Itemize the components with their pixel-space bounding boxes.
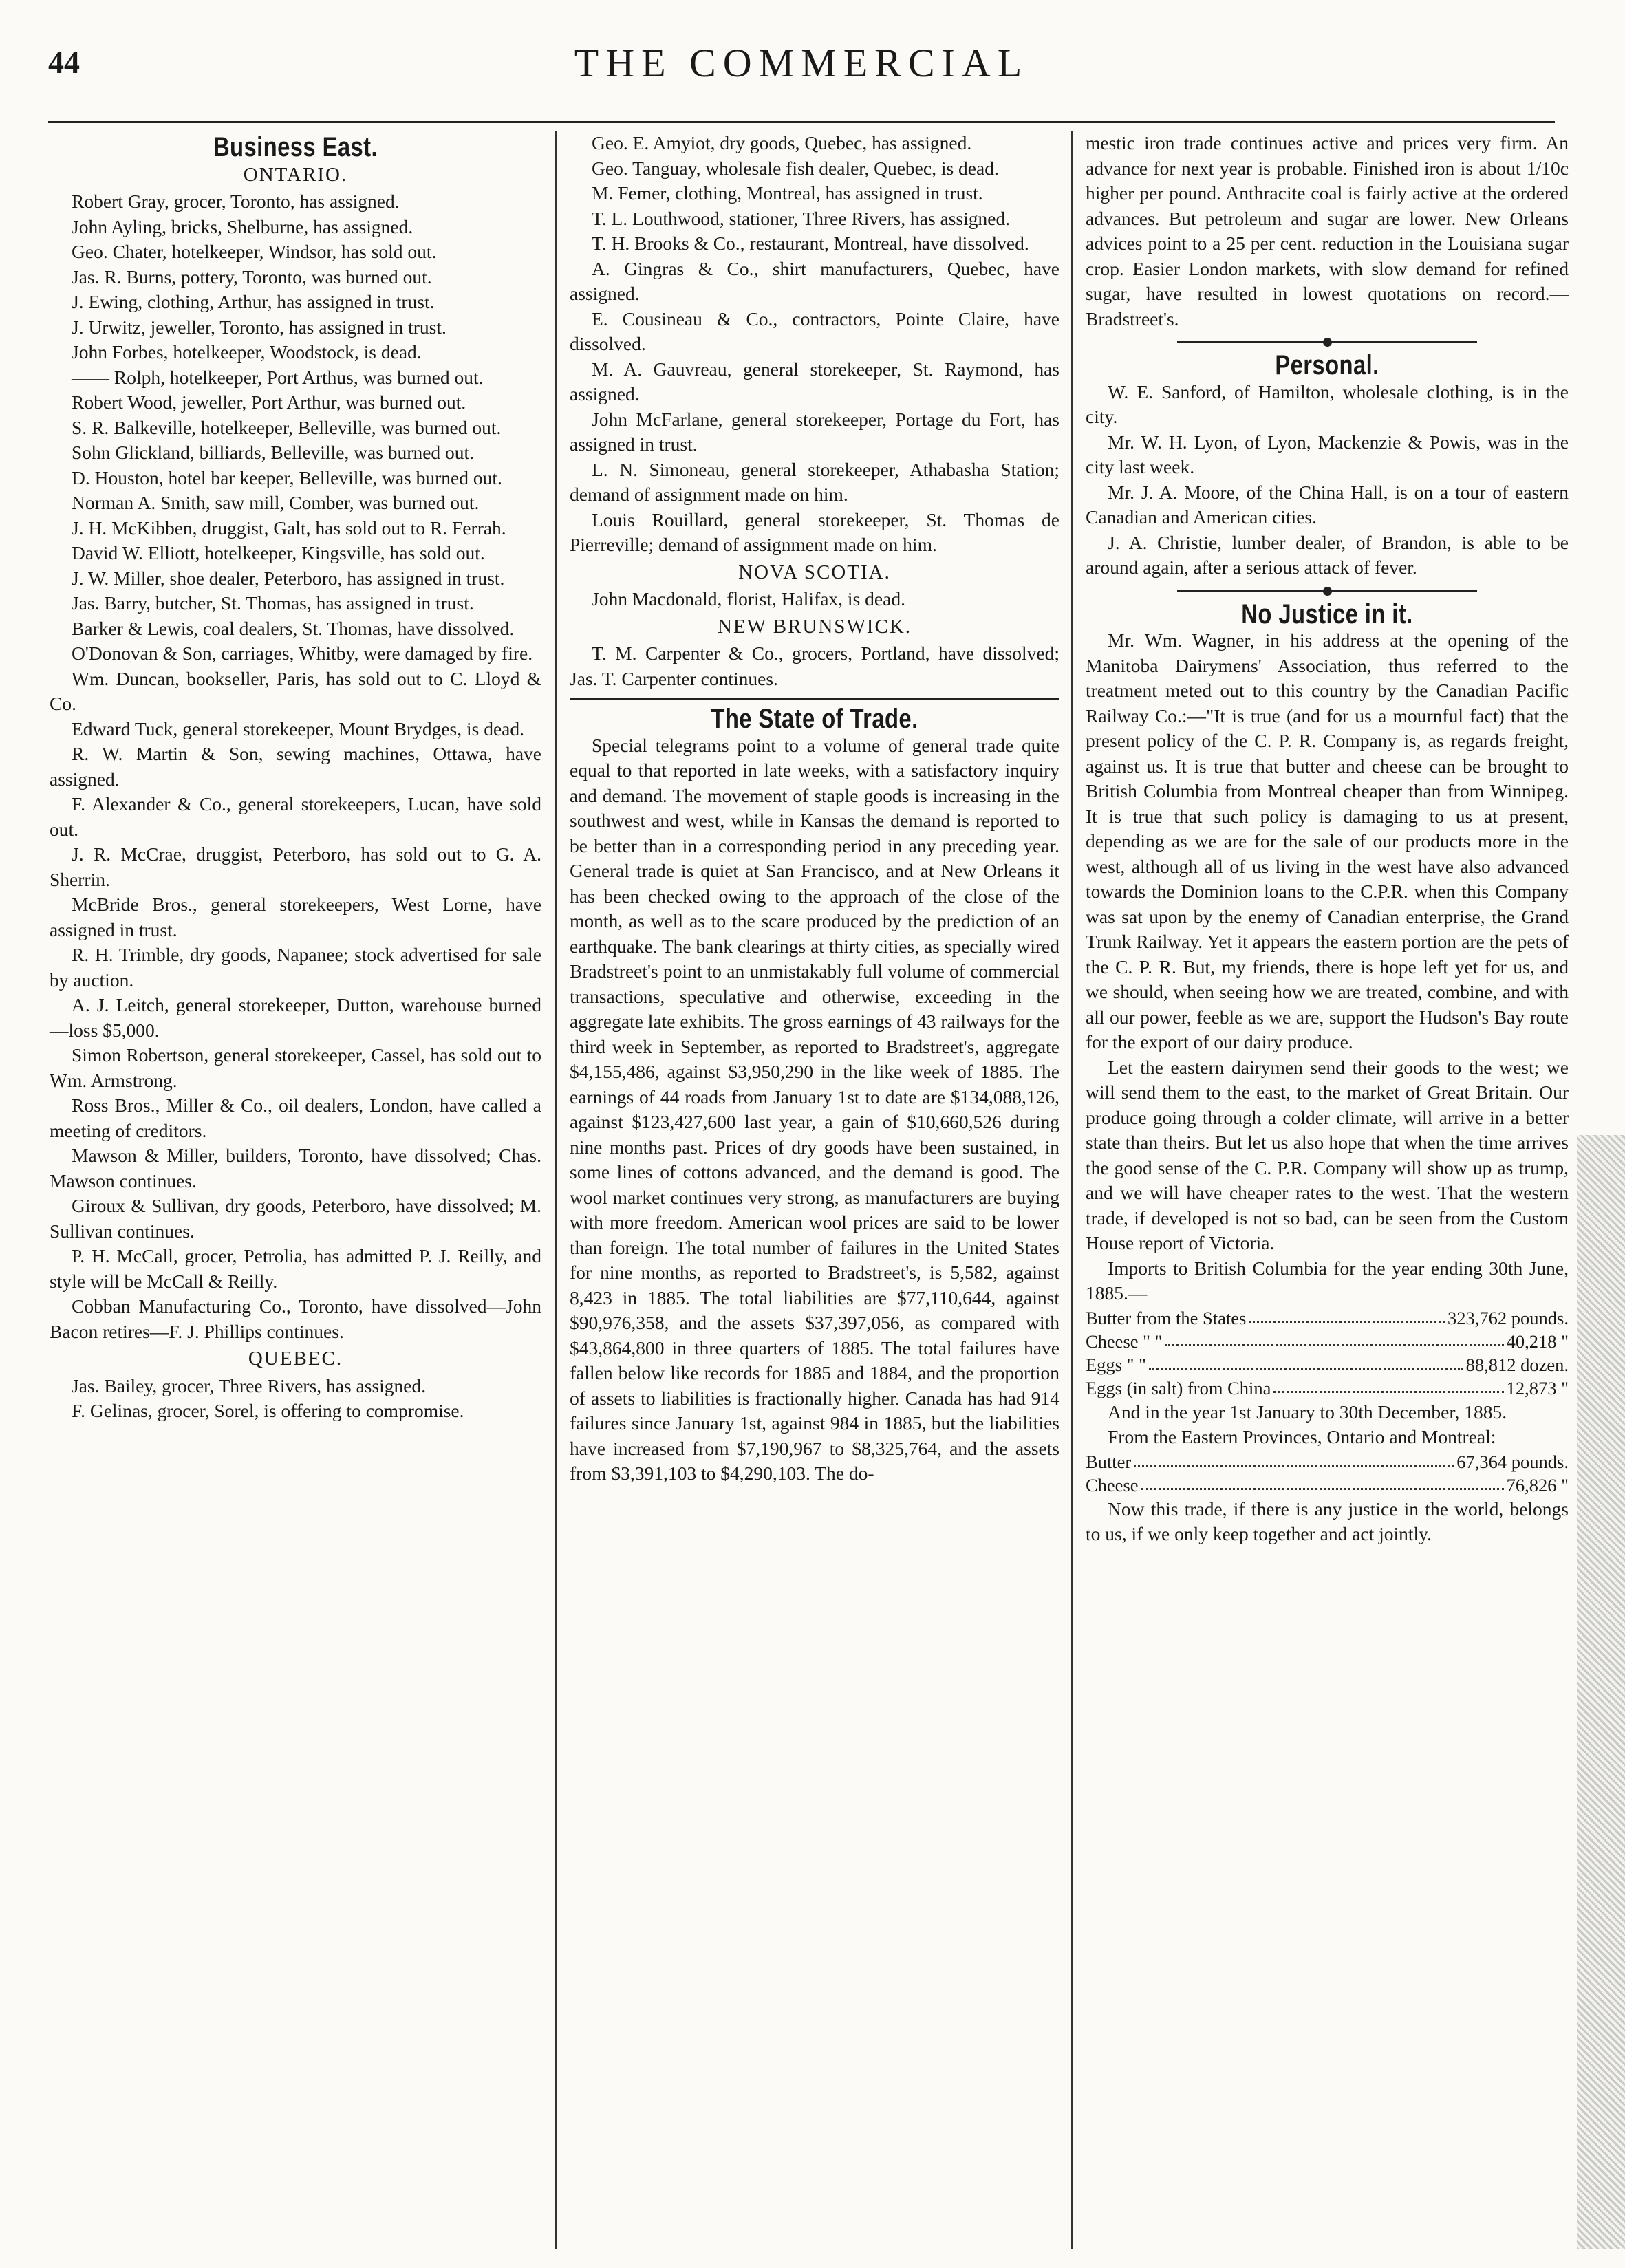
article-paragraph: Mr. Wm. Wagner, in his address at the opening of the Manitoba Dairymens' Association, thus referred to the treatment meted out to this country by the Canadian Pacific Railway Co.:—"It is true (and for us a mournful fact) that the present policy of the C. P. R. Company is, as regards freight, against us. It is true that butter and cheese can be brought to British Columbia from Montreal cheaper than from Winnipeg. It is true that such policy is damaging to us at present, depending as we are for the sale of our products more in the west, although all of us living in the west have also advanced towards the Dominion loans to the C.P.R. when this Company was sat upon by the enemy of Canadian enterprise, the Grand Trunk Railway. Yet it appears the eastern portion are the pets of the C. P. R. But, my friends, there is hope left yet for us, and we should, when seeing how we are treated, combine, and with all our power, feeble as we are, support the Hudson's Bay route for the export of our dairy produce. <box>1086 629 1569 1052</box>
list-item: J. A. Christie, lumber dealer, of Brandon, is able to be around again, after a serious attack of fever. <box>1086 531 1569 578</box>
article-paragraph: And in the year 1st January to 30th December, 1885. <box>1108 1401 1507 1423</box>
list-item: S. R. Balkeville, hotelkeeper, Belleville, was burned out. <box>72 416 502 438</box>
list-item: Robert Wood, jeweller, Port Arthur, was burned out. <box>72 391 466 413</box>
ontario-subheading: ONTARIO. <box>243 163 348 186</box>
list-item: Geo. E. Amyiot, dry goods, Quebec, has assigned. <box>592 132 972 153</box>
column-1 <box>50 131 541 2254</box>
list-item: Ross Bros., Miller & Co., oil dealers, London, have called a meeting of creditors. <box>50 1094 541 1141</box>
list-item: W. E. Sanford, of Hamilton, wholesale clothing, is in the city. <box>1086 380 1569 427</box>
list-item: T. L. Louthwood, stationer, Three Rivers, has assigned. <box>592 207 1011 229</box>
masthead-rule <box>48 121 1555 123</box>
trade-article-text: Special telegrams point to a volume of general trade quite equal to that reported in late weeks, with a satisfactory inquiry and demand. The movement of staple goods is increasing in the southwest and west, while in Kansas the demand is reported to be better than in a corresponding period in any preceding year. General trade is quiet at San Francisco, and at New Orleans it has been checked owing to the approach of the close of the month, as well as to the scare produced by the prediction of an earthquake. The bank clearings at thirty cities, as specially wired Bradstreet's point to an unmistakably full volume of commercial transactions, speculative and otherwise, exceeding in the aggregate late exhibits. The gross earnings of 43 railways for the third week in September, as reported to Bradstreet's, aggregate $4,155,486, against $3,950,290 in the like week of 1885. The earnings of 44 roads from January 1st to date are $134,088,126, against $123,427,600 last year, a gain of $10,660,526 during nine months past. Prices of dry goods have been sustained, in some lines of cottons advanced, and the demand is good. The wool market continues very strong, as manufacturers are buying with more freedom. American wool prices are said to be lower than foreign. The total number of failures in the United States for nine months, as reported to Bradstreet's, is 5,582, against 8,423 in 1885. The total liabilities are $77,110,644, against $90,976,358, and the assets $37,397,056, as compared with $43,864,800 in three quarters of 1885. The total failures have fallen below like records for 1885 and 1884, and the proportion of assets to liabilities is fractionally higher. Canada has had 914 failures since January 1st, against 984 in 1885, but the liabilities have increased from $7,190,967 to $8,325,764, and the assets from $3,391,103 to $4,290,103. The do- <box>570 734 1059 1484</box>
list-item: R. H. Trimble, dry goods, Napanee; stock advertised for sale by auction. <box>50 944 541 991</box>
imports-east-table <box>1086 1450 1569 1497</box>
state-of-trade-heading: The State of Trade. <box>711 704 918 734</box>
list-item: McBride Bros., general storekeepers, West Lorne, have assigned in trust. <box>50 894 541 940</box>
list-item: A. J. Leitch, general storekeeper, Dutton, warehouse burned—loss $5,000. <box>50 994 541 1041</box>
list-item: Mawson & Miller, builders, Toronto, have dissolved; Chas. Mawson continues. <box>50 1145 541 1191</box>
imports-intro: Imports to British Columbia for the year ending 30th June, 1885.— <box>1086 1257 1569 1304</box>
no-justice-heading: No Justice in it. <box>1241 598 1413 629</box>
list-item: T. M. Carpenter & Co., grocers, Portland, have dissolved; Jas. T. Carpenter continues. <box>570 642 1059 689</box>
list-item: O'Donovan & Son, carriages, Whitby, were damaged by fire. <box>72 642 533 664</box>
article-paragraph: Let the eastern dairymen send their goods to the west; we will send them to the east, to the market of Great Britain. Our produce going through a colder climate, will arrive in a better state than theirs. But let us also hope that when the time arrives the good sense of the C. P.R. Company will show up as trump, and we will have cheaper rates to the west. That the western trade, if developed is not so bad, can be seen from the Custom House report of Victoria. <box>1086 1056 1569 1253</box>
list-item: M. A. Gauvreau, general storekeeper, St. Raymond, has assigned. <box>570 358 1059 404</box>
list-item: Simon Robertson, general storekeeper, Cassel, has sold out to Wm. Armstrong. <box>50 1044 541 1091</box>
list-item: Jas. Barry, butcher, St. Thomas, has assigned in trust. <box>72 592 474 614</box>
list-item: Robert Gray, grocer, Toronto, has assigned. <box>72 191 400 212</box>
list-item: Giroux & Sullivan, dry goods, Peterboro, have dissolved; M. Sullivan continues. <box>50 1195 541 1242</box>
list-item: Sohn Glickland, billiards, Belleville, was burned out. <box>72 442 475 463</box>
list-item: Geo. Tanguay, wholesale fish dealer, Quebec, is dead. <box>592 157 999 179</box>
column-2 <box>570 131 1059 2254</box>
list-item: Barker & Lewis, coal dealers, St. Thomas, have dissolved. <box>72 617 515 639</box>
nova-scotia-subheading: NOVA SCOTIA. <box>738 561 891 583</box>
column-3 <box>1086 131 1569 2254</box>
list-item: J. H. McKibben, druggist, Galt, has sold out to R. Ferrah. <box>72 517 506 539</box>
list-item: David W. Elliott, hotelkeeper, Kingsville, has sold out. <box>72 542 485 563</box>
list-item: J. Ewing, clothing, Arthur, has assigned in trust. <box>72 291 435 312</box>
list-item: Jas. R. Burns, pottery, Toronto, was burned out. <box>72 266 432 288</box>
list-item: E. Cousineau & Co., contractors, Pointe Claire, have dissolved. <box>570 307 1059 354</box>
quebec-subheading: QUEBEC. <box>248 1348 343 1370</box>
list-item: F. Alexander & Co., general storekeepers, Lucan, have sold out. <box>50 793 541 840</box>
list-item: Edward Tuck, general storekeeper, Mount Brydges, is dead. <box>72 717 524 739</box>
table-row: Cheese 76,826 " <box>1086 1474 1569 1495</box>
column-rule <box>555 131 557 2249</box>
list-item: L. N. Simoneau, general storekeeper, Athabasha Station; demand of assignment made on him. <box>570 458 1059 505</box>
list-item: D. Houston, hotel bar keeper, Belleville, was burned out. <box>72 466 502 488</box>
table-row: Cheese " " 40,218 " <box>1086 1330 1569 1352</box>
list-item: Geo. Chater, hotelkeeper, Windsor, has sold out. <box>72 241 437 262</box>
column-rule <box>1071 131 1073 2249</box>
new-brunswick-subheading: NEW BRUNSWICK. <box>717 615 912 638</box>
table-row: Butter from the States 323,762 pounds. <box>1086 1307 1569 1328</box>
article-paragraph: Now this trade, if there is any justice in the world, belongs to us, if we only keep together and act jointly. <box>1086 1498 1569 1544</box>
article-paragraph: From the Eastern Provinces, Ontario and Montreal: <box>1108 1426 1496 1447</box>
list-item: Mr. W. H. Lyon, of Lyon, Mackenzie & Powis, was in the city last week. <box>1086 431 1569 477</box>
page-number: 44 <box>48 45 80 80</box>
list-item: Louis Rouillard, general storekeeper, St. Thomas de Pierreville; demand of assignment made on him. <box>570 508 1059 555</box>
table-row: Eggs (in salt) from China 12,873 " <box>1086 1377 1569 1398</box>
list-item: —— Rolph, hotelkeeper, Port Arthus, was burned out. <box>72 366 484 388</box>
list-item: J. Urwitz, jeweller, Toronto, has assigned in trust. <box>72 316 446 338</box>
list-item: F. Gelinas, grocer, Sorel, is offering to compromise. <box>72 1400 464 1421</box>
ornamental-divider <box>1177 590 1476 592</box>
list-item: Wm. Duncan, bookseller, Paris, has sold out to C. Lloyd & Co. <box>50 667 541 714</box>
list-item: R. W. Martin & Son, sewing machines, Ottawa, have assigned. <box>50 743 541 790</box>
list-item: T. H. Brooks & Co., restaurant, Montreal, have dissolved. <box>592 233 1029 254</box>
page-edge-texture <box>1577 1135 1625 2249</box>
section-rule <box>570 698 1059 700</box>
list-item: Norman A. Smith, saw mill, Comber, was burned out. <box>72 492 480 513</box>
masthead-title: THE COMMERCIAL <box>574 41 1029 85</box>
business-east-heading: Business East. <box>213 132 378 162</box>
trade-article-continued: mestic iron trade continues active and prices very firm. An advance for next year is probable. Finished iron is about 1/10c higher per pound. Anthracite coal is fairly active at the ordered advances. But petroleum and sugar are lower. New Orleans advices point to a 25 per cent. reduction in the Louisiana sugar crop. Easier London markets, with slow demand for refined sugar, have resulted in lowest quotations on record.—Bradstreet's. <box>1086 132 1569 330</box>
list-item: Cobban Manufacturing Co., Toronto, have dissolved—John Bacon retires—F. J. Phillips continues. <box>50 1295 541 1342</box>
list-item: John Forbes, hotelkeeper, Woodstock, is dead. <box>72 341 422 363</box>
table-row: Eggs " " 88,812 dozen. <box>1086 1354 1569 1375</box>
list-item: John McFarlane, general storekeeper, Portage du Fort, has assigned in trust. <box>570 408 1059 455</box>
ontario-list <box>50 189 541 1344</box>
list-item: John Macdonald, florist, Halifax, is dead. <box>592 588 905 609</box>
list-item: J. R. McCrae, druggist, Peterboro, has sold out to G. A. Sherrin. <box>50 843 541 890</box>
list-item: J. W. Miller, shoe dealer, Peterboro, has assigned in trust. <box>72 567 505 589</box>
masthead <box>48 40 1555 88</box>
list-item: A. Gingras & Co., shirt manufacturers, Quebec, have assigned. <box>570 257 1059 304</box>
imports-bc-table <box>1086 1306 1569 1400</box>
list-item: Mr. J. A. Moore, of the China Hall, is on a tour of eastern Canadian and American cities. <box>1086 481 1569 528</box>
table-row: Butter 67,364 pounds. <box>1086 1451 1569 1472</box>
ornamental-divider <box>1177 341 1476 343</box>
list-item: M. Femer, clothing, Montreal, has assigned in trust. <box>592 182 983 204</box>
list-item: P. H. McCall, grocer, Petrolia, has admitted P. J. Reilly, and style will be McCall & Reilly. <box>50 1245 541 1292</box>
personal-heading: Personal. <box>1275 350 1379 380</box>
list-item: Jas. Bailey, grocer, Three Rivers, has assigned. <box>72 1374 427 1396</box>
list-item: John Ayling, bricks, Shelburne, has assigned. <box>72 215 413 237</box>
